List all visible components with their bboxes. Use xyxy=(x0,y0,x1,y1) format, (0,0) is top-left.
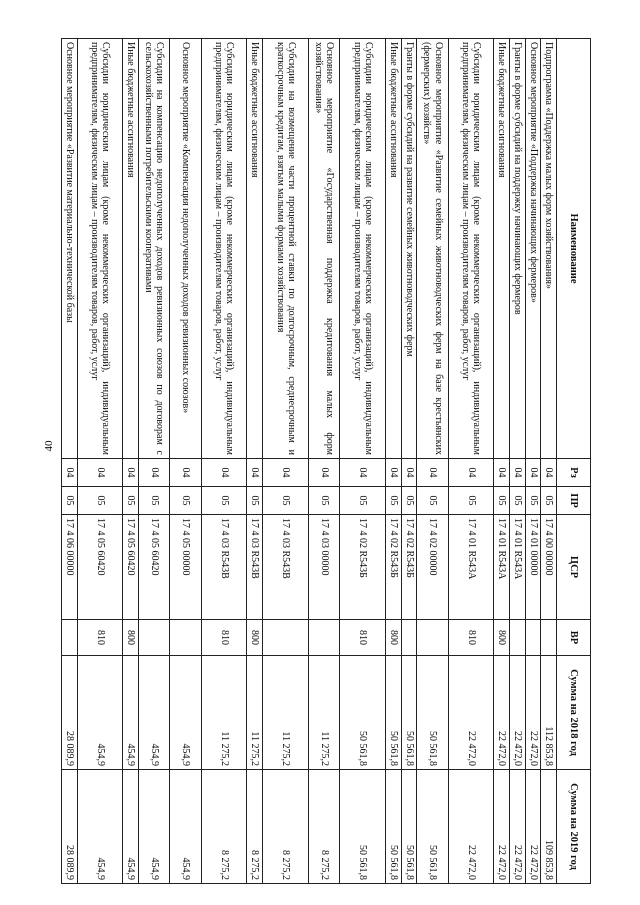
cell-sum-2018: 50 561,8 xyxy=(401,656,417,770)
table-row xyxy=(263,39,309,884)
header-vr: ВР xyxy=(557,620,591,656)
cell-sum-2019: 8 275,2 xyxy=(247,770,263,884)
cell-rz: 04 xyxy=(541,459,557,487)
cell-csr: 17 4 01 R543А xyxy=(494,515,510,620)
cell-rz: 04 xyxy=(247,459,263,487)
cell-sum-2019: 22 472,0 xyxy=(510,770,526,884)
cell-sum-2019: 454,9 xyxy=(170,770,201,884)
cell-sum-2019: 50 561,8 xyxy=(401,770,417,884)
cell-name: Иные бюджетные ассигнования xyxy=(494,39,510,459)
cell-csr: 17 4 01 R543А xyxy=(448,515,494,620)
cell-name: Основное мероприятие «Развитие материально-технической базы xyxy=(62,39,78,459)
page-number: 40 xyxy=(43,440,55,452)
cell-sum-2019: 50 561,8 xyxy=(340,770,386,884)
cell-pr: 05 xyxy=(401,487,417,515)
cell-csr: 17 4 05 60420 xyxy=(123,515,139,620)
cell-name: Иные бюджетные ассигнования xyxy=(385,39,401,459)
cell-vr: 810 xyxy=(448,620,494,656)
table-row xyxy=(385,39,401,884)
cell-pr: 05 xyxy=(62,487,78,515)
cell-csr: 17 4 03 00000 xyxy=(308,515,339,620)
cell-vr: 810 xyxy=(340,620,386,656)
cell-sum-2018: 22 472,0 xyxy=(510,656,526,770)
cell-rz: 04 xyxy=(385,459,401,487)
cell-rz: 04 xyxy=(494,459,510,487)
cell-csr: 17 4 05 00000 xyxy=(170,515,201,620)
cell-sum-2019: 22 472,0 xyxy=(448,770,494,884)
cell-rz: 04 xyxy=(308,459,339,487)
cell-vr: 800 xyxy=(123,620,139,656)
cell-vr: 800 xyxy=(247,620,263,656)
cell-pr: 05 xyxy=(247,487,263,515)
cell-sum-2019: 109 853,8 xyxy=(541,770,557,884)
cell-pr: 05 xyxy=(170,487,201,515)
cell-name: Основное мероприятие «Поддержка начинающих фермеров» xyxy=(525,39,541,459)
cell-vr xyxy=(62,620,78,656)
cell-sum-2018: 50 561,8 xyxy=(385,656,401,770)
cell-csr: 17 4 02 00000 xyxy=(417,515,448,620)
cell-sum-2019: 50 561,8 xyxy=(385,770,401,884)
cell-sum-2018: 50 561,8 xyxy=(340,656,386,770)
budget-table xyxy=(61,38,591,884)
cell-sum-2019: 22 472,0 xyxy=(525,770,541,884)
cell-name: Основное мероприятие «Государственная поддержка кредитования малых форм хозяйствования» xyxy=(308,39,339,459)
cell-sum-2018: 22 472,0 xyxy=(448,656,494,770)
cell-csr: 17 4 03 R543В xyxy=(263,515,309,620)
cell-csr: 17 4 01 00000 xyxy=(525,515,541,620)
cell-vr xyxy=(401,620,417,656)
table-row xyxy=(510,39,526,884)
cell-pr: 05 xyxy=(525,487,541,515)
cell-rz: 04 xyxy=(448,459,494,487)
cell-sum-2019: 28 089,9 xyxy=(62,770,78,884)
cell-name: Иные бюджетные ассигнования xyxy=(247,39,263,459)
cell-csr: 17 4 01 R543А xyxy=(510,515,526,620)
cell-name: Субсидии юридическим лицам (кроме некоммерческих организаций), индивидуальным предпринимателям, физическим лицам – производителям товаров, работ, услуг xyxy=(77,39,123,459)
cell-rz: 04 xyxy=(263,459,309,487)
cell-csr: 17 4 02 R543Б xyxy=(340,515,386,620)
cell-csr: 17 4 05 60420 xyxy=(139,515,170,620)
cell-name: Субсидии на возмещение части процентной ставки по долгосрочным, среднесрочным и краткосрочным кредитам, взятым малыми формами хозяйствования xyxy=(263,39,309,459)
table-row xyxy=(201,39,247,884)
cell-pr: 05 xyxy=(308,487,339,515)
cell-sum-2018: 22 472,0 xyxy=(525,656,541,770)
cell-sum-2019: 454,9 xyxy=(77,770,123,884)
table-row xyxy=(170,39,201,884)
cell-vr xyxy=(541,620,557,656)
cell-vr xyxy=(510,620,526,656)
cell-sum-2018: 454,9 xyxy=(170,656,201,770)
table-row xyxy=(401,39,417,884)
cell-csr: 17 4 00 00000 xyxy=(541,515,557,620)
cell-csr: 17 4 03 R543В xyxy=(247,515,263,620)
table-row xyxy=(417,39,448,884)
cell-vr: 810 xyxy=(201,620,247,656)
cell-sum-2019: 8 275,2 xyxy=(308,770,339,884)
cell-pr: 05 xyxy=(448,487,494,515)
cell-sum-2018: 28 089,9 xyxy=(62,656,78,770)
cell-pr: 05 xyxy=(340,487,386,515)
cell-pr: 05 xyxy=(263,487,309,515)
cell-rz: 04 xyxy=(77,459,123,487)
cell-pr: 05 xyxy=(201,487,247,515)
cell-name: Субсидии юридическим лицам (кроме некоммерческих организаций), индивидуальным предпринимателям, физическим лицам – производителям товаров, работ, услуг xyxy=(448,39,494,459)
cell-sum-2019: 454,9 xyxy=(139,770,170,884)
table-header-row xyxy=(557,39,591,884)
cell-sum-2018: 11 275,2 xyxy=(201,656,247,770)
cell-sum-2018: 11 275,2 xyxy=(263,656,309,770)
header-pr: ПР xyxy=(557,487,591,515)
table-row xyxy=(494,39,510,884)
cell-rz: 04 xyxy=(139,459,170,487)
cell-vr xyxy=(525,620,541,656)
cell-name: Иные бюджетные ассигнования xyxy=(123,39,139,459)
cell-name: Субсидии на компенсацию недополученных доходов ревизионных союзов по договорам с сельскохозяйственными потребительскими кооперативами xyxy=(139,39,170,459)
cell-sum-2019: 50 561,8 xyxy=(417,770,448,884)
table-row xyxy=(340,39,386,884)
cell-name: Подпрограмма «Поддержка малых форм хозяйствования» xyxy=(541,39,557,459)
cell-name: Субсидии юридическим лицам (кроме некоммерческих организаций), индивидуальным предпринимателям, физическим лицам – производителям товаров, работ, услуг xyxy=(201,39,247,459)
cell-csr: 17 4 02 R543Б xyxy=(401,515,417,620)
cell-vr: 810 xyxy=(77,620,123,656)
header-sum-2018: Сумма на 2018 год xyxy=(557,656,591,770)
cell-sum-2019: 22 472,0 xyxy=(494,770,510,884)
cell-pr: 05 xyxy=(541,487,557,515)
cell-pr: 05 xyxy=(77,487,123,515)
header-rz: Рз xyxy=(557,459,591,487)
cell-sum-2018: 11 275,2 xyxy=(247,656,263,770)
cell-rz: 04 xyxy=(340,459,386,487)
cell-vr xyxy=(170,620,201,656)
cell-vr: 800 xyxy=(385,620,401,656)
cell-csr: 17 4 05 60420 xyxy=(77,515,123,620)
cell-pr: 05 xyxy=(123,487,139,515)
cell-pr: 05 xyxy=(139,487,170,515)
cell-vr xyxy=(308,620,339,656)
cell-sum-2018: 22 472,0 xyxy=(494,656,510,770)
table-row xyxy=(541,39,557,884)
cell-vr xyxy=(263,620,309,656)
rotated-page-content xyxy=(61,38,591,883)
header-sum-2019: Сумма на 2019 год xyxy=(557,770,591,884)
cell-name: Гранты в форме субсидий на поддержку начинающих фермеров xyxy=(510,39,526,459)
table-row xyxy=(123,39,139,884)
cell-sum-2018: 50 561,8 xyxy=(417,656,448,770)
cell-rz: 04 xyxy=(170,459,201,487)
cell-sum-2018: 454,9 xyxy=(77,656,123,770)
table-row xyxy=(448,39,494,884)
cell-vr: 800 xyxy=(494,620,510,656)
table-row xyxy=(308,39,339,884)
table-row xyxy=(247,39,263,884)
cell-pr: 05 xyxy=(385,487,401,515)
cell-sum-2018: 112 853,8 xyxy=(541,656,557,770)
cell-pr: 05 xyxy=(417,487,448,515)
cell-rz: 04 xyxy=(62,459,78,487)
cell-sum-2018: 11 275,2 xyxy=(308,656,339,770)
table-row xyxy=(525,39,541,884)
cell-rz: 04 xyxy=(417,459,448,487)
cell-vr xyxy=(139,620,170,656)
cell-pr: 05 xyxy=(494,487,510,515)
cell-rz: 04 xyxy=(525,459,541,487)
cell-sum-2019: 8 275,2 xyxy=(263,770,309,884)
cell-rz: 04 xyxy=(201,459,247,487)
header-name: Наименование xyxy=(557,39,591,459)
cell-sum-2018: 454,9 xyxy=(123,656,139,770)
table-row xyxy=(139,39,170,884)
cell-name: Субсидии юридическим лицам (кроме некоммерческих организаций), индивидуальным предпринимателям, физическим лицам – производителям товаров, работ, услуг xyxy=(340,39,386,459)
cell-sum-2019: 454,9 xyxy=(123,770,139,884)
table-row xyxy=(77,39,123,884)
cell-csr: 17 4 03 R543В xyxy=(201,515,247,620)
cell-csr: 17 4 06 00000 xyxy=(62,515,78,620)
cell-name: Гранты в форме субсидий на развитие семейных животноводческих ферм xyxy=(401,39,417,459)
cell-vr xyxy=(417,620,448,656)
cell-sum-2019: 8 275,2 xyxy=(201,770,247,884)
header-csr: ЦСР xyxy=(557,515,591,620)
cell-rz: 04 xyxy=(510,459,526,487)
table-row xyxy=(62,39,78,884)
cell-name: Основное мероприятие «Компенсация недополученных доходов ревизионных союзов» xyxy=(170,39,201,459)
cell-rz: 04 xyxy=(123,459,139,487)
cell-name: Основное мероприятие «Развитие семейных животноводческих ферм на базе крестьянских (фермерских) хозяйств» xyxy=(417,39,448,459)
cell-pr: 05 xyxy=(510,487,526,515)
cell-rz: 04 xyxy=(401,459,417,487)
cell-sum-2018: 454,9 xyxy=(139,656,170,770)
cell-csr: 17 4 02 R543Б xyxy=(385,515,401,620)
